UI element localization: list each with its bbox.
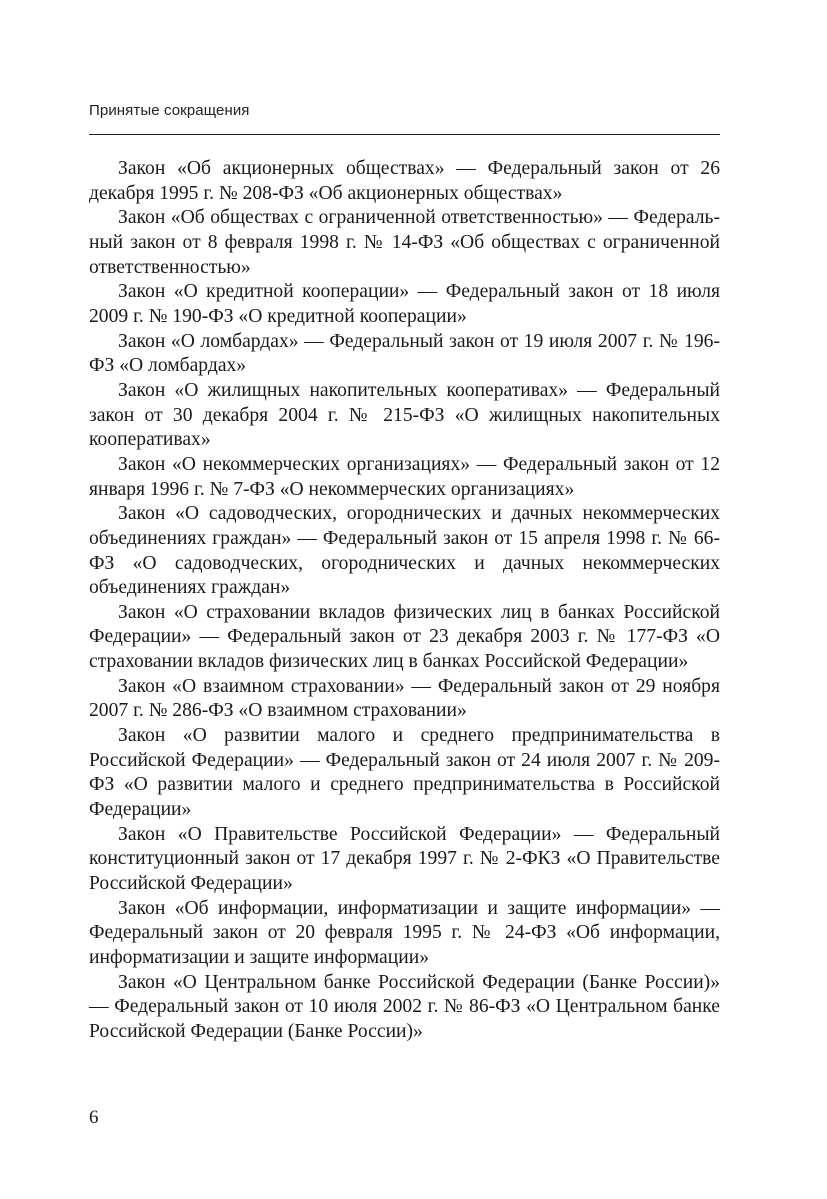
abbreviations-list (89, 157, 720, 1045)
abbreviation-entry-13: Закон «О Центральном банке Российской Федерации (Банке России)» — Федеральный закон от 10 июля 2002 г. № 86-ФЗ «О Центральном банке Российской Федерации (Банке России)» (89, 971, 720, 1042)
abbreviation-entry-4: Закон «О ломбардах» — Федеральный закон от 19 июля 2007 г. № 196-ФЗ «О ломбардах» (89, 330, 720, 377)
abbreviation-entry-7: Закон «О садоводческих, огороднических и дачных некоммерческих объединениях граждан» — Федеральный закон от 15 апреля 1998 г. № 66-ФЗ «О садоводческих, огороднических и дачных некоммерческих объединениях граждан» (89, 503, 720, 599)
abbreviation-entry-1: Закон «Об акционерных обществах» — Федеральный закон от 26 декабря 1995 г. № 208-ФЗ «Об акционерных обществах» (89, 158, 720, 204)
abbreviation-entry-5: Закон «О жилищных накопительных кооперативах» — Федеральный закон от 30 декабря 2004 г. № 215-ФЗ «О жилищных накопительных кооперативах» (89, 379, 720, 451)
abbreviation-entry-10: Закон «О развитии малого и среднего предпринимательства в Российской Федерации» — Федеральный закон от 24 июля 2007 г. № 209-ФЗ «О развитии малого и среднего предпринимательства в Российской Федерации» (89, 725, 720, 821)
abbreviation-entry-9: Закон «О взаимном страховании» — Федеральный закон от 29 ноября 2007 г. № 286-ФЗ «О взаимном страховании» (89, 675, 720, 722)
abbreviation-entry-8: Закон «О страховании вкладов физических лиц в банках Российской Федерации» — Федеральный закон от 23 декабря 2003 г. № 177-ФЗ «О страховании вкладов физических лиц в банках Российской Федерации» (89, 601, 720, 673)
abbreviation-entry-12: Закон «Об информации, информатизации и защите информации» — Федеральный закон от 20 февраля 1995 г. № 24-ФЗ «Об информации, информатизации и защите информации» (89, 897, 720, 968)
abbreviation-entry-3: Закон «О кредитной кооперации» — Федеральный закон от 18 июля 2009 г. № 190-ФЗ «О кредитной кооперации» (89, 281, 720, 327)
abbreviation-entry-2: Закон «Об обществах с ограниченной ответственностью» — Федеральный закон от 8 февраля 1998 г. № 14-ФЗ «Об обществах с ограниченной ответственностью» (89, 207, 720, 278)
abbreviation-entry-6: Закон «О некоммерческих организациях» — Федеральный закон от 12 января 1996 г. № 7-ФЗ «О некоммерческих организациях» (89, 453, 720, 500)
page-number: 6 (89, 1107, 99, 1128)
header-divider (89, 134, 720, 135)
abbreviation-entry-11: Закон «О Правительстве Российской Федерации» — Федеральный конституционный закон от 17 декабря 1997 г. № 2-ФКЗ «О Правительстве Российской Федерации» (89, 823, 720, 895)
running-head: Принятые сокращения (89, 102, 250, 119)
